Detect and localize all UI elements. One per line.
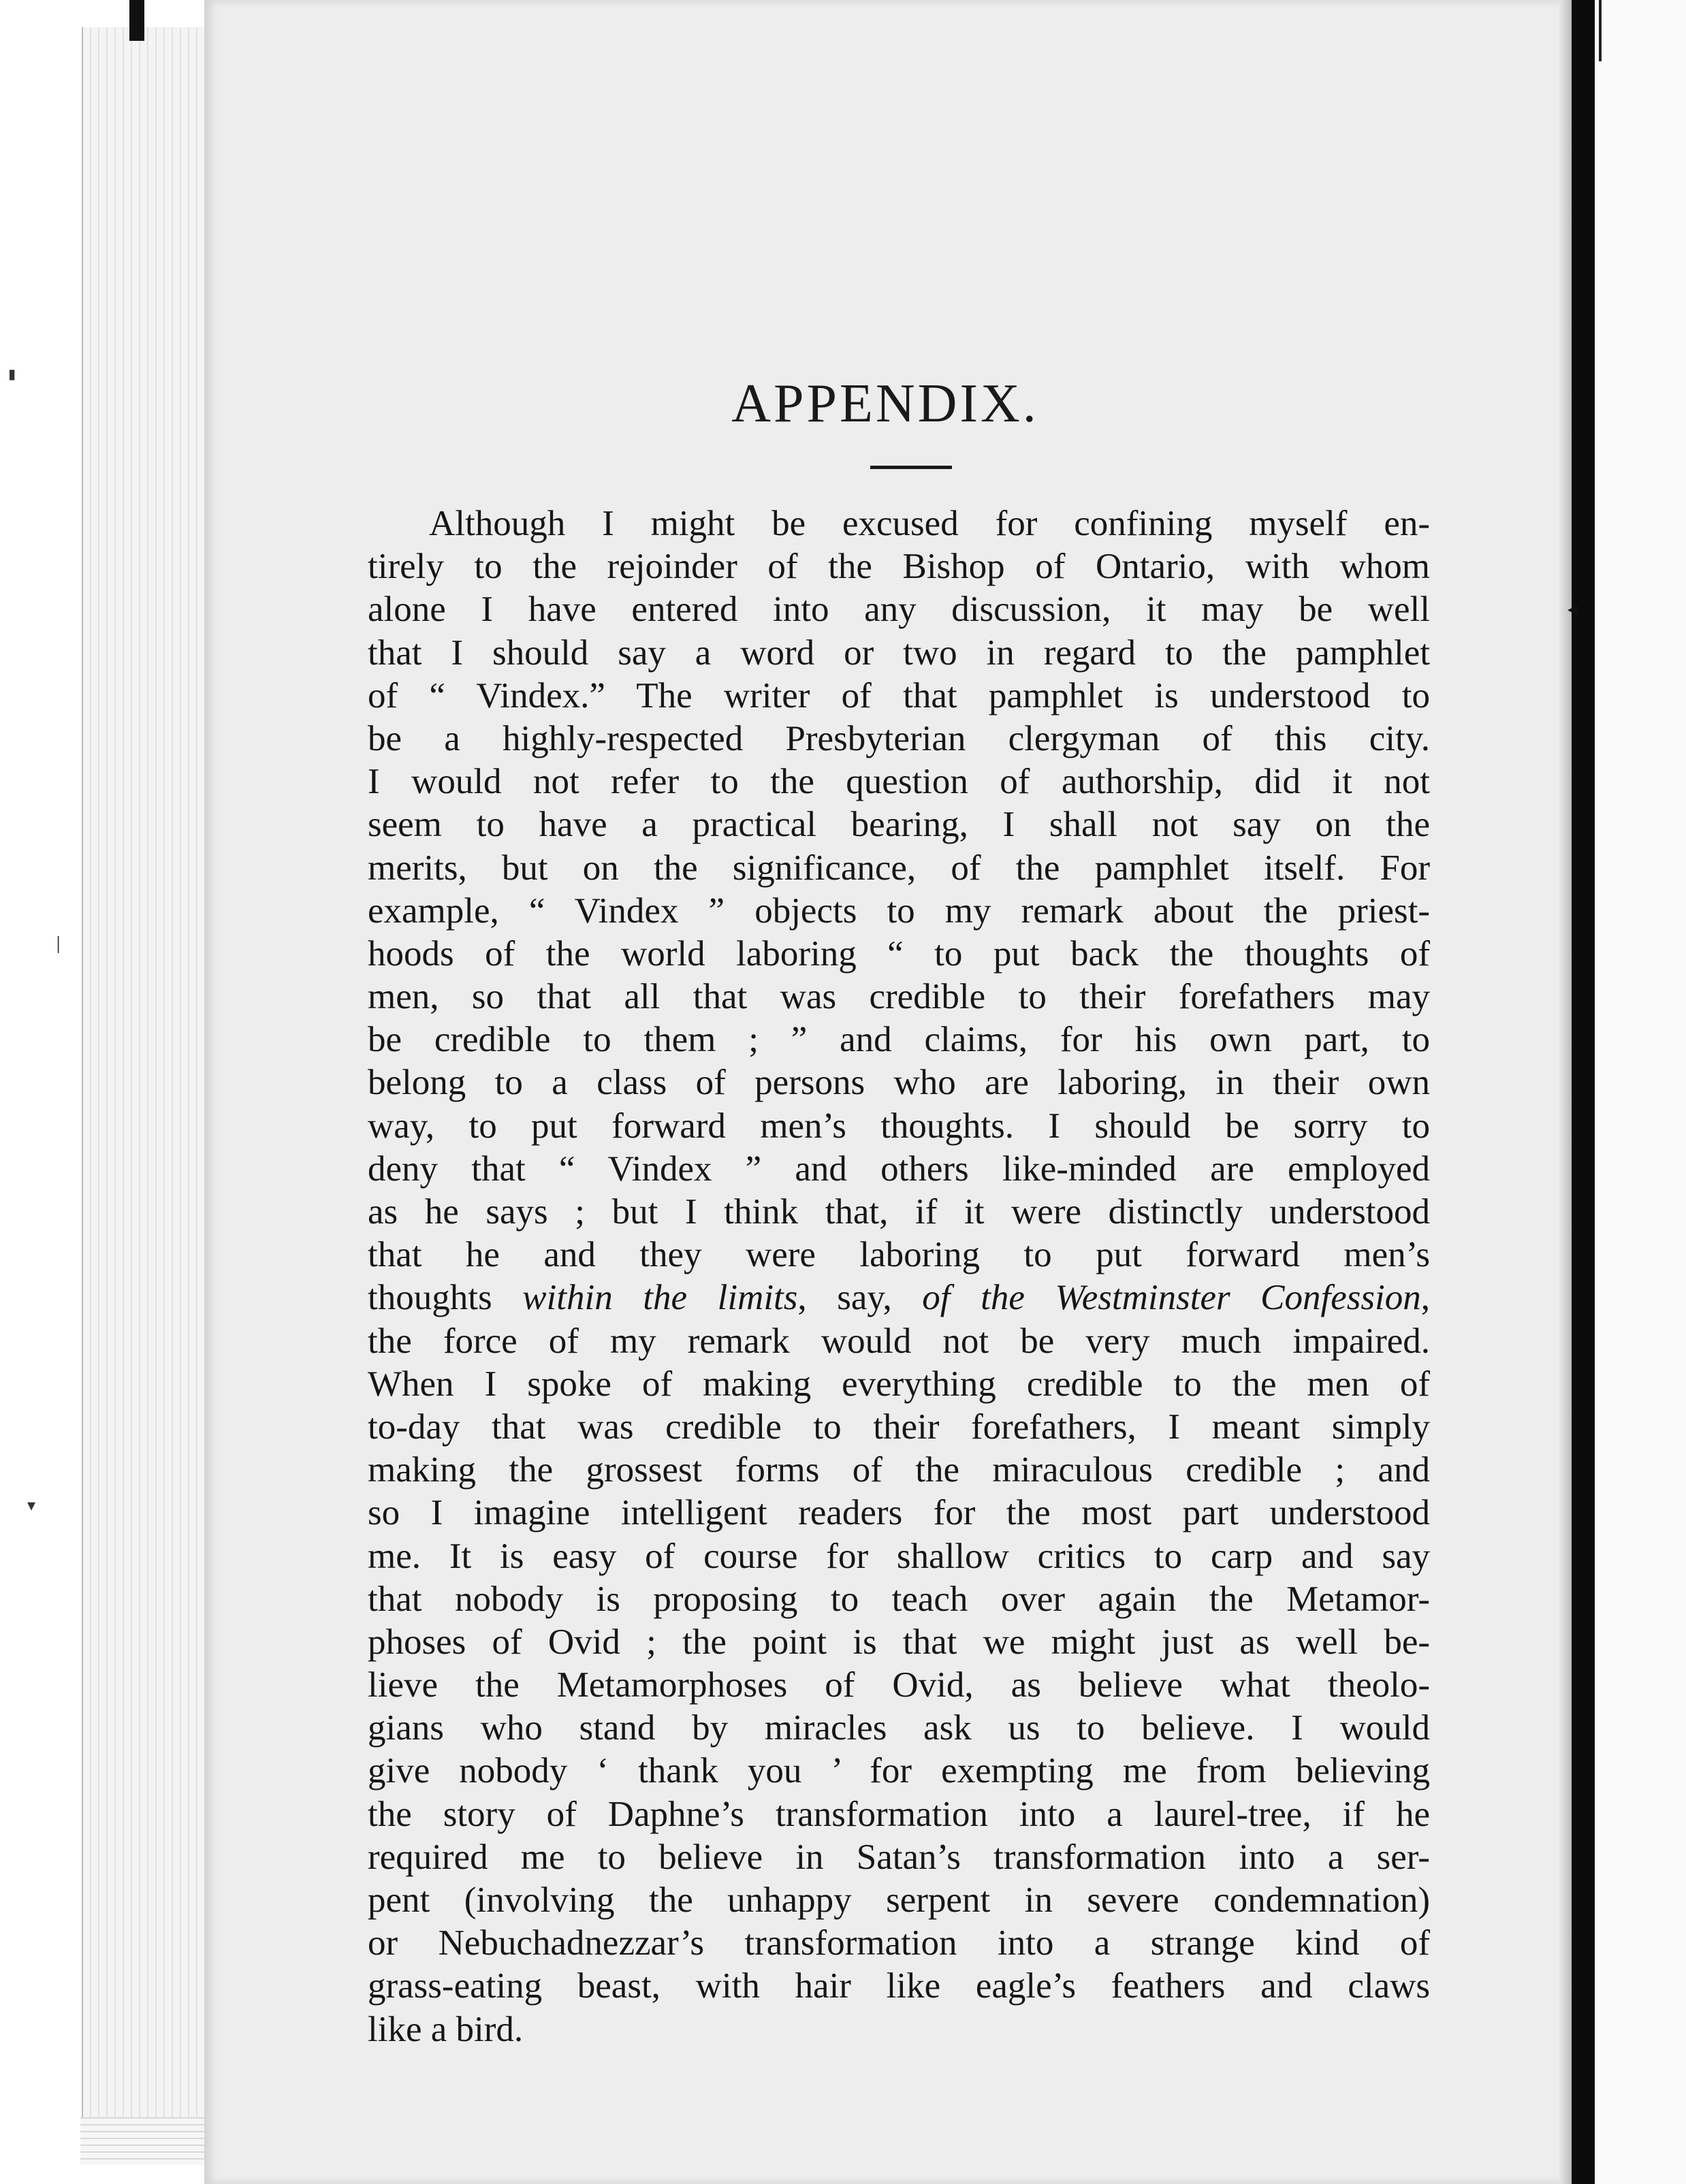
- appendix-paragraph: [368, 502, 1430, 2051]
- text-line-1: Although I might be excused for confining myself en-: [429, 504, 1430, 543]
- scan-speck-4: ◂: [1568, 598, 1578, 620]
- text-line-28: lieve the Metamorphoses of Ovid, as believe what theolo-: [368, 1665, 1430, 1705]
- text-line-19: [368, 1276, 1430, 1319]
- page-title: APPENDIX.: [731, 374, 1039, 434]
- book-spine-edge: [1572, 0, 1595, 2184]
- text-line-14: belong to a class of persons who are laboring, in their own: [368, 1063, 1430, 1103]
- facing-page-edge: [1595, 0, 1686, 2184]
- text-line-15: way, to put forward men’s thoughts. I should be sorry to: [368, 1106, 1430, 1146]
- facing-page-mark: [1599, 0, 1602, 61]
- text-line-29: gians who stand by miracles ask us to believe. I would: [368, 1708, 1430, 1748]
- scan-speck-3: ▾: [27, 1497, 36, 1515]
- italic-within-the-limits: within the limits: [522, 1278, 798, 1318]
- line-19-lead: thoughts: [368, 1278, 523, 1318]
- text-line-23: making the grossest forms of the miraculous credible ; and: [368, 1450, 1430, 1490]
- text-line-9: merits, but on the significance, of the pamphlet itself. For: [368, 848, 1430, 888]
- text-line-17: as he says ; but I think that, if it were distinctly understood: [368, 1192, 1430, 1232]
- line-19-end: ,: [1420, 1278, 1431, 1318]
- text-line-8: seem to have a practical bearing, I shall not say on the: [368, 805, 1430, 845]
- scan-speck-2: ǀ: [56, 931, 61, 959]
- italic-westminster-confession: of the Westminster Confession: [922, 1278, 1421, 1318]
- scan-border-mark: [129, 0, 144, 41]
- text-line-24: so I imagine intelligent readers for the most part understood: [368, 1493, 1430, 1533]
- page-edges-left: [82, 27, 212, 2151]
- text-line-30: give nobody ‘ thank you ’ for exempting me from believing: [368, 1751, 1430, 1791]
- text-line-12: men, so that all that was credible to their forefathers may: [368, 977, 1430, 1017]
- text-line-34: or Nebuchadnezzar’s transformation into a strange kind of: [368, 1923, 1430, 1963]
- text-line-5: of “ Vindex.” The writer of that pamphlet is understood to: [368, 675, 1430, 716]
- text-line-25: me. It is easy of course for shallow critics to carp and say: [368, 1536, 1430, 1576]
- text-line-16: deny that “ Vindex ” and others like-minded are employed: [368, 1149, 1430, 1189]
- text-line-2: tirely to the rejoinder of the Bishop of Ontario, with whom: [368, 547, 1430, 587]
- text-line-35: grass-eating beast, with hair like eagle’s feathers and claws: [368, 1966, 1430, 2006]
- scan-speck-1: ▮: [8, 367, 16, 382]
- text-line-22: to-day that was credible to their forefathers, I meant simply: [368, 1407, 1430, 1447]
- page-edges-bottom: [80, 2117, 217, 2165]
- text-line-6: be a highly-respected Presbyterian clergyman of this city.: [368, 718, 1430, 758]
- text-line-27: phoses of Ovid ; the point is that we might just as well be-: [368, 1622, 1430, 1662]
- text-line-4: that I should say a word or two in regard to the pamphlet: [368, 632, 1430, 673]
- text-line-10: example, “ Vindex ” objects to my remark about the priest-: [368, 890, 1430, 931]
- text-line-31: the story of Daphne’s transformation into a laurel-tree, if he: [368, 1794, 1430, 1834]
- text-line-32: required me to believe in Satan’s transformation into a ser-: [368, 1837, 1430, 1877]
- title-rule: [870, 466, 952, 469]
- text-line-36: like a bird.: [368, 2009, 524, 2049]
- text-line-18: that he and they were laboring to put forward men’s: [368, 1235, 1430, 1275]
- text-line-33: pent (involving the unhappy serpent in severe condemnation): [368, 1880, 1430, 1920]
- text-line-3: alone I have entered into any discussion, it may be well: [368, 590, 1430, 630]
- text-line-11: hoods of the world laboring “ to put back the thoughts of: [368, 933, 1430, 974]
- text-line-26: that nobody is proposing to teach over again the Metamor-: [368, 1579, 1430, 1619]
- text-line-21: When I spoke of making everything credible to the men of: [368, 1364, 1430, 1404]
- text-line-13: be credible to them ; ” and claims, for his own part, to: [368, 1020, 1430, 1060]
- text-line-20: the force of my remark would not be very much impaired.: [368, 1321, 1430, 1361]
- page-gutter-shadow: [1559, 0, 1572, 2184]
- line-19-mid: , say,: [797, 1278, 923, 1318]
- text-line-7: I would not refer to the question of authorship, did it not: [368, 762, 1430, 802]
